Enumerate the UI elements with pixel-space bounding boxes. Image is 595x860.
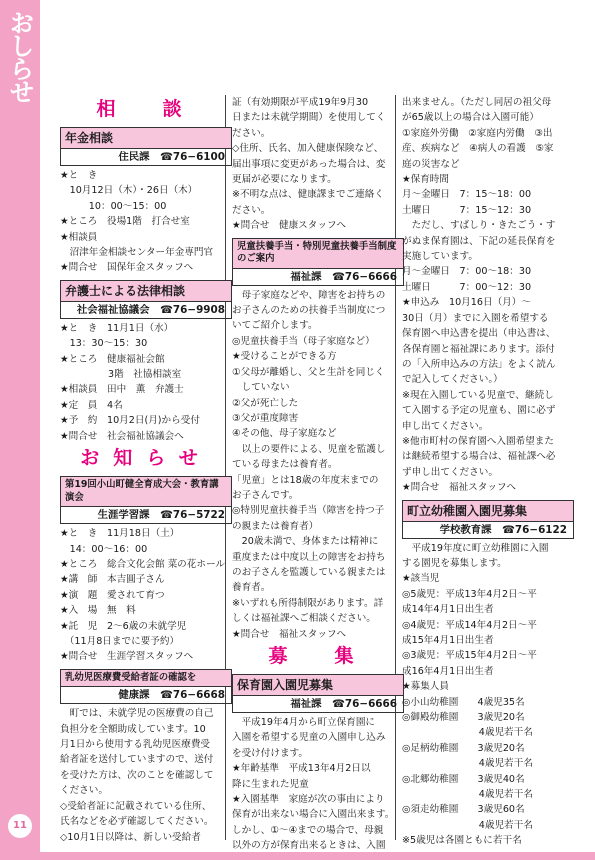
text-line: ★相談員 田中 薫 弁護士: [60, 384, 184, 396]
text-line: ③父が重度障害: [232, 412, 299, 424]
text-line: ◎御殿幼稚園 3歳児20名: [402, 712, 525, 724]
text-line: は継続希望する場合は、福祉課へ必: [402, 451, 556, 463]
medical-cert-continued: [232, 95, 404, 234]
text-line: 氏名などを必ず確認してください。: [60, 816, 214, 828]
text-line: 4歳児若干名: [402, 819, 533, 831]
text-line: ★入園基準 家庭が次の事由により: [232, 794, 385, 806]
text-line: ◎小山幼稚園 4歳児35名: [402, 696, 525, 708]
text-line: ず申し出てください。: [402, 466, 498, 478]
text-line: ①父母が離婚し、父と生計を同じく: [232, 366, 385, 378]
lecture-box: [60, 476, 232, 524]
text-line: ★問合せ 健康スタッフへ: [232, 220, 346, 232]
text-line: 30日（月）までに入園を希望する: [402, 312, 549, 324]
box-title: 町立幼稚園入園児募集: [403, 501, 573, 522]
text-line: ★問合せ 生涯学習スタッフへ: [60, 651, 194, 663]
text-line: 成14年4月1日出生者: [402, 604, 494, 616]
kindergarten-box: [402, 500, 574, 539]
text-line: 申し出てください。: [402, 420, 489, 432]
text-line: ★相談員: [60, 231, 98, 243]
text-line: ◇住所、氏名、加入健康保険など、: [232, 143, 384, 155]
text-line: 養育者。: [232, 582, 271, 594]
medical-cert-body: [60, 706, 232, 845]
allowance-box: [232, 238, 404, 286]
text-line: しくは福祉課へご相談ください。: [232, 613, 376, 625]
text-line: 平成19年度に町立幼稚園に入園: [402, 542, 549, 554]
text-line: 月〜金曜日 7：00〜18：30: [402, 266, 532, 278]
box-title: 乳幼児医療費受給者証の確認を: [61, 670, 231, 688]
text-line: 負担分を全額助成しています。10: [60, 723, 206, 735]
contact-phone: 生涯学習課 ☎76−5722: [97, 509, 225, 522]
text-line: お子さんです。: [232, 489, 299, 501]
text-line: 出来ません。（ただし同居の祖父母: [402, 97, 552, 108]
text-line: 土曜日 7：00〜12：30: [402, 281, 532, 293]
text-line: ◎5歳児：平成13年4月2日〜平: [402, 588, 537, 600]
contact-phone: 福祉課 ☎76−6666: [290, 698, 397, 710]
page-number: 11: [8, 814, 32, 838]
text-line: ★問合せ 福祉スタッフへ: [402, 482, 516, 494]
text-line: ★該当児: [402, 573, 440, 585]
text-line: ★演 題 愛されて育つ: [60, 589, 165, 601]
text-line: ださい。: [232, 204, 271, 216]
contact-phone: 社会福祉協議会 ☎76−9908: [76, 303, 225, 316]
page-section-title: おしらせ: [6, 10, 35, 102]
text-line: ただし、すばしり・きたごう・す: [402, 220, 556, 232]
text-line: 届出事項に変更があった場合は、変: [232, 158, 386, 170]
text-line: ※現在入園している児童で、継続し: [402, 389, 554, 401]
text-line: を受けた方は、次のことを確認して: [60, 769, 214, 781]
text-line: ★託 児 2〜6歳の未就学児: [60, 620, 187, 632]
text-line: 沼津年金相談センター年金専門官: [60, 247, 214, 259]
text-line: ★問合せ 国保年金スタッフへ: [60, 262, 194, 274]
box-title: 保育園入園児募集: [233, 675, 403, 696]
text-line: しかし、①〜④までの場合で、母親: [232, 824, 384, 836]
text-line: 母子家庭などや、障害をお持ちの: [232, 289, 386, 301]
text-line: 月1日から使用する乳幼児医療費受: [60, 739, 211, 751]
text-line: 降に生まれた児童: [232, 778, 309, 790]
text-line: ★ところ 役場1階 打合せ室: [60, 216, 190, 228]
text-line: 3階 社協相談室: [60, 369, 182, 381]
text-line: ★問合せ 福祉スタッフへ: [232, 628, 346, 640]
text-line: のお子さんを監護している親または: [232, 566, 386, 578]
lecture-body: [60, 526, 232, 665]
text-line: 平成19年4月から町立保育園に: [232, 717, 376, 728]
text-line: ください。: [60, 785, 108, 797]
text-line: がぬま保育園は、下記の延長保育を: [402, 235, 556, 247]
text-line: 4歳児若干名: [402, 789, 533, 801]
text-line: ★問合せ 社会福祉協議会へ: [60, 430, 184, 442]
text-line: していない: [232, 382, 290, 394]
text-line: 庭の災害など: [402, 158, 460, 170]
column-1: [60, 95, 232, 845]
text-line: 給者証を送付していますので、送付: [60, 754, 214, 766]
contact-phone: 住民課 ☎76−6100: [118, 151, 225, 163]
text-line: ◎北郷幼稚園 3歳児40名: [402, 773, 525, 785]
column-2: [232, 95, 404, 854]
text-line: 成15年4月1日出生者: [402, 635, 494, 646]
text-line: お子さんのための扶養手当制度につ: [232, 305, 386, 317]
section-heading-consult: 相 談: [96, 98, 196, 120]
text-line: を受け付けます。: [232, 747, 308, 759]
text-line: いてご紹介します。: [232, 320, 318, 332]
contact-phone: 学校教育課 ☎76−6122: [439, 523, 567, 536]
box-title: 第19回小山町健全育成大会・教育講演会: [61, 477, 231, 507]
text-line: ◎足柄幼稚園 3歳児20名: [402, 742, 525, 754]
text-line: 成16年4月1日出生者: [402, 665, 494, 677]
nursery-body: [232, 715, 404, 854]
text-line: 保育が出来ない場合に入園出来ます。: [232, 809, 395, 821]
text-line: 日または未就学期間）を使用してく: [232, 112, 386, 124]
text-line: 「児童」とは18歳の年度末までの: [232, 474, 379, 486]
text-line: ◎特別児童扶養手当（障害を持つ子: [232, 505, 385, 517]
text-line: ※他市町村の保育園へ入園希望また: [402, 435, 554, 447]
text-line: 入園を希望する児童の入園申し込み: [232, 732, 386, 744]
section-heading-notice: お知らせ: [80, 447, 212, 470]
text-line: ださい。: [232, 127, 271, 139]
text-line: （11月8日までに要予約）: [60, 635, 180, 647]
text-line: て入園する予定の児童も、園に必ず: [402, 405, 556, 417]
text-line: ている母または養育者。: [232, 459, 338, 471]
text-line: ②父が死亡した: [232, 397, 299, 409]
text-line: ★定 員 4名: [60, 399, 123, 411]
text-line: ★入 場 無 料: [60, 605, 136, 617]
contact-phone: 健康課 ☎76−6668: [118, 689, 225, 702]
contact-phone: 福祉課 ☎76−6666: [290, 270, 397, 283]
text-line: ①家庭外労働 ②家庭内労働 ③出: [402, 127, 553, 139]
box-title: 年金相談: [61, 128, 231, 149]
box-title: 児童扶養手当・特別児童扶養手当制度のご案内: [233, 239, 403, 269]
text-line: ★と き: [60, 170, 98, 181]
text-line: 実施しています。: [402, 251, 478, 263]
medical-cert-box: [60, 669, 232, 705]
text-line: する園児を募集します。: [402, 557, 507, 569]
text-line: 以外の方が保育出来るときは、入園: [232, 840, 386, 852]
lawyer-consult-body: [60, 321, 232, 444]
text-line: ★ところ 健康福祉会館: [60, 353, 165, 365]
text-line: ★受けることができる方: [232, 351, 337, 363]
text-line: 証（有効期限が平成19年9月30: [232, 97, 369, 108]
box-title: 弁護士による法律相談: [61, 281, 231, 302]
text-line: 月〜金曜日 7：15〜18：00: [402, 189, 532, 201]
section-heading-recruit: 募 集: [268, 645, 368, 667]
text-line: 各保育園と福祉課にあります。添付: [402, 343, 555, 355]
text-line: 土曜日 7：15〜12：30: [402, 204, 532, 216]
text-line: ★保育時間: [402, 174, 449, 186]
text-line: ◇受給者証に記載されている住所、: [60, 800, 212, 812]
text-line: ④その他、母子家庭など: [232, 428, 337, 440]
text-line: 10月12日（木）・26日（木）: [60, 185, 198, 197]
text-line: で記入してください。）: [402, 374, 503, 386]
text-line: 4歳児若干名: [402, 758, 533, 770]
text-line: ※いずれも所得制限があります。詳: [232, 597, 384, 609]
text-line: ★ところ 総合文化会館 菜の花ホール: [60, 558, 225, 570]
text-line: ★予 約 10月2日(月)から受付: [60, 415, 200, 427]
text-line: ※5歳児は各園ともに若干名: [402, 835, 522, 847]
text-line: ★募集人員: [402, 681, 449, 693]
text-line: ★と き 11月18日（土）: [60, 528, 180, 540]
text-line: 14：00〜16：00: [60, 543, 148, 555]
text-line: ★申込み 10月16日（月）〜: [402, 297, 531, 309]
text-line: ★講 師 本吉圓子さん: [60, 574, 165, 586]
text-line: ※不明な点は、健康課までご連絡く: [232, 189, 384, 201]
text-line: 13：30〜15：30: [60, 338, 148, 350]
text-line: ◎3歳児：平成15年4月2日〜平: [402, 650, 537, 662]
nursery-box: [232, 674, 404, 713]
text-line: ◎4歳児：平成14年4月2日〜平: [402, 619, 537, 631]
text-line: 4歳児若干名: [402, 727, 533, 739]
text-line: 以上の要件による、児童を監護し: [232, 443, 386, 455]
text-line: ◎児童扶養手当（母子家庭など）: [232, 335, 375, 347]
pension-consult-box: [60, 127, 232, 166]
lawyer-consult-box: [60, 280, 232, 319]
kindergarten-body: [402, 541, 574, 849]
text-line: ◇10月1日以降は、新しい受給者: [60, 831, 201, 843]
sidebar: [0, 0, 40, 860]
text-line: の「入所申込みの方法」をよく読ん: [402, 358, 556, 370]
nursery-continued: [402, 95, 574, 496]
text-line: ◎須走幼稚園 3歳児60名: [402, 804, 525, 816]
text-line: 20歳未満で、身体または精神に: [232, 536, 379, 548]
text-line: ★と き 11月1日（水）: [60, 322, 174, 334]
text-line: 10：00〜15：00: [60, 200, 167, 212]
column-3: [402, 95, 574, 849]
text-line: 保育園へ申込書を提出（申込書は、: [402, 328, 556, 340]
text-line: の親または養育者）: [232, 520, 319, 532]
text-line: が65歳以上の場合は入園可能）: [402, 112, 539, 124]
text-line: 町では、未就学児の医療費の自己: [60, 708, 214, 720]
allowance-body: [232, 288, 404, 642]
text-line: 産、疾病など ④病人の看護 ⑤家: [402, 143, 554, 155]
text-line: 重度または中度以上の障害をお持ち: [232, 551, 386, 563]
text-line: ★年齢基準 平成13年4月2日以: [232, 763, 371, 775]
text-line: 更届が必要になります。: [232, 174, 337, 186]
pension-consult-body: [60, 168, 232, 276]
